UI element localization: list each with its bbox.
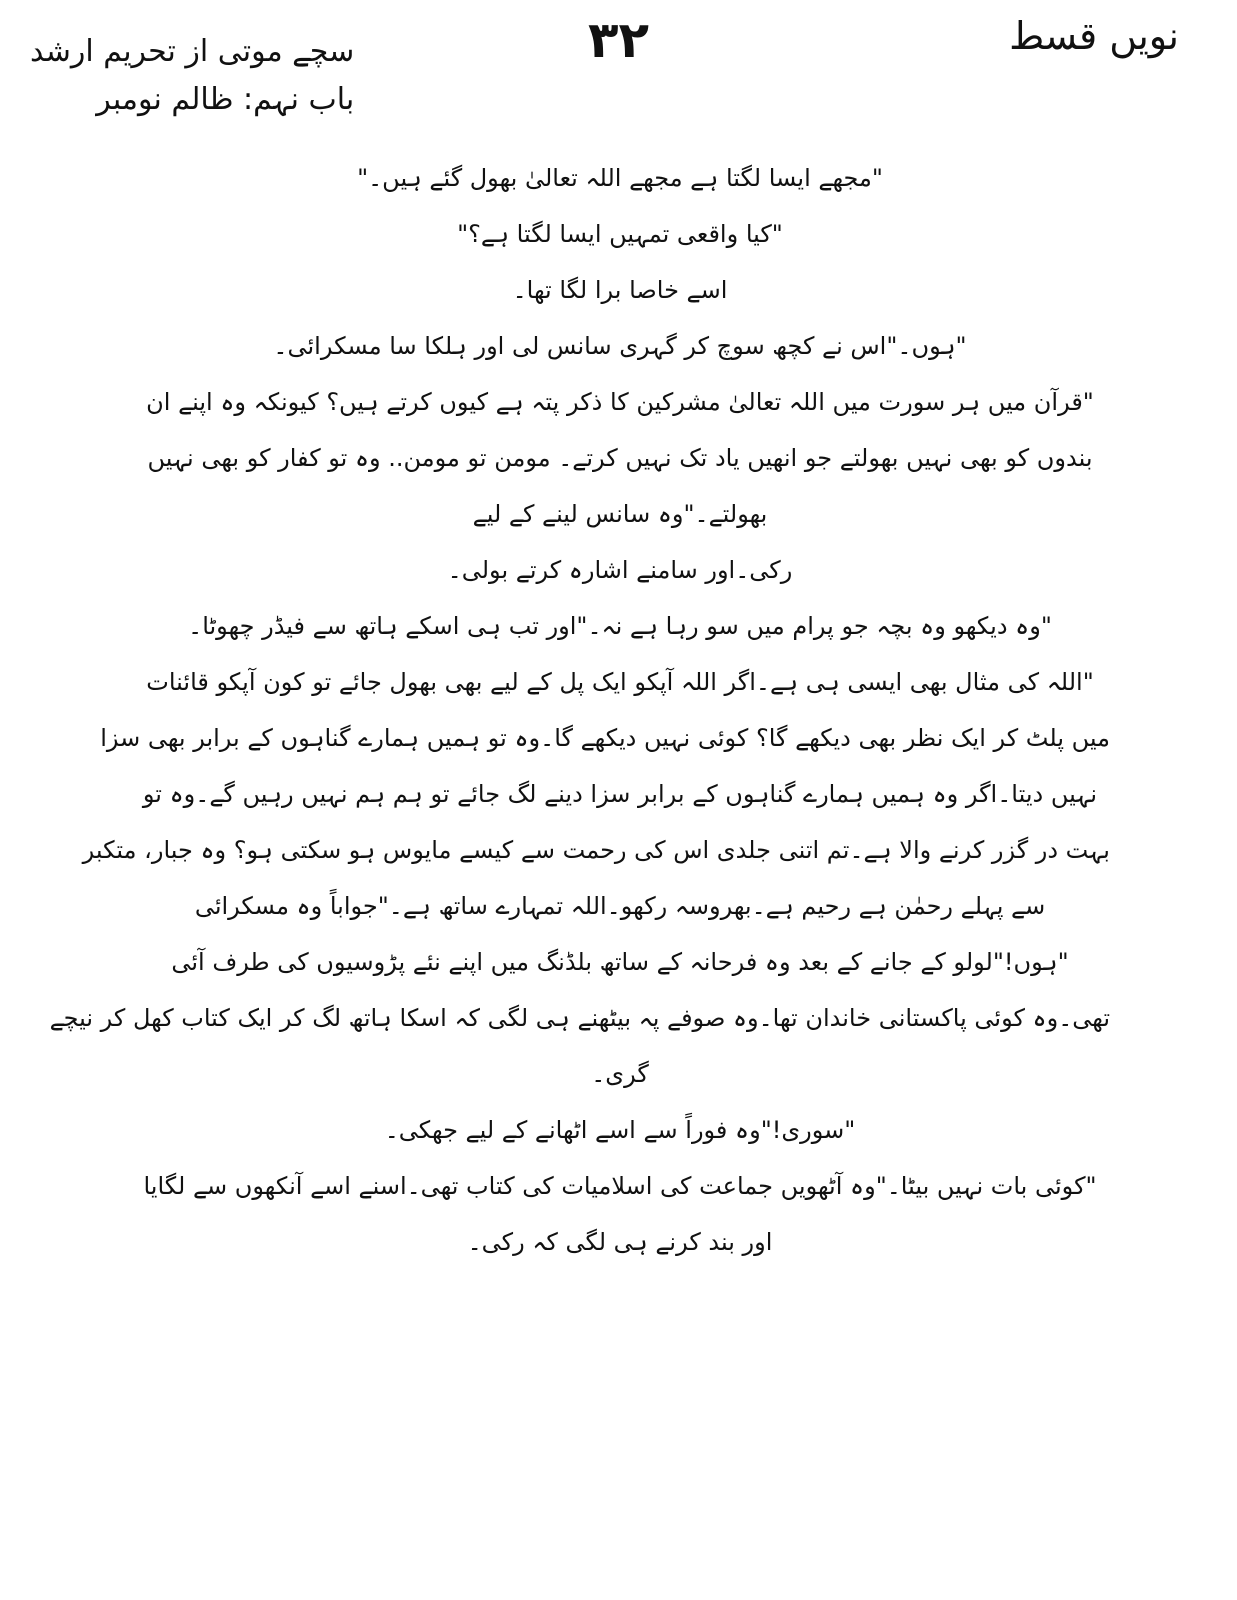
text-line: رکی۔اور سامنے اشارہ کرتے بولی۔ xyxy=(447,556,793,584)
text-line: گری۔ xyxy=(591,1060,649,1088)
text-line: اور بند کرنے ہی لگی کہ رکی۔ xyxy=(467,1228,773,1256)
text-line: "مجھے ایسا لگتا ہے مجھے اللہ تعالیٰ بھول گئے ہیں۔" xyxy=(357,164,883,192)
text-line: اسے خاصا برا لگا تھا۔ xyxy=(512,276,728,304)
text-line: "ہوں۔"اس نے کچھ سوچ کر گہری سانس لی اور ہلکا سا مسکرائی۔ xyxy=(273,332,967,360)
text-line: "ہوں!"لولو کے جانے کے بعد وہ فرحانہ کے ساتھ بلڈنگ میں اپنے نئے پڑوسیوں کی طرف آئی xyxy=(171,948,1069,976)
episode-title: نویں قسط xyxy=(1009,14,1179,58)
text-line: سے پہلے رحمٰن ہے رحیم ہے۔بھروسہ رکھو۔اللہ تمہارے ساتھ ہے۔"جواباً وہ مسکرائی xyxy=(194,892,1046,920)
page-number: ۳۲ xyxy=(587,11,650,69)
text-line: میں پلٹ کر ایک نظر بھی دیکھے گا؟ کوئی نہیں دیکھے گا۔وہ تو ہمیں ہمارے گناہوں کے برابر بھی سزا xyxy=(100,724,1110,752)
text-line: "قرآن میں ہر سورت میں اللہ تعالیٰ مشرکین کا ذکر پتہ ہے کیوں کرتے ہیں؟ کیونکہ وہ اپنے ان xyxy=(146,388,1094,416)
title-block xyxy=(30,28,354,124)
story-text xyxy=(49,150,1110,1270)
text-line: بھولتے۔"وہ سانس لینے کے لیے xyxy=(472,500,768,528)
text-line: "وہ دیکھو وہ بچہ جو پرام میں سو رہا ہے نہ۔"اور تب ہی اسکے ہاتھ سے فیڈر چھوٹا۔ xyxy=(188,612,1052,640)
text-line: بندوں کو بھی نہیں بھولتے جو انھیں یاد تک نہیں کرتے۔ مومن تو مومن.. وہ تو کفار کو بھی نہیں xyxy=(147,444,1093,472)
text-line: "کوئی بات نہیں بیٹا۔"وہ آٹھویں جماعت کی اسلامیات کی کتاب تھی۔اسنے اسے آنکھوں سے لگایا xyxy=(143,1172,1097,1200)
text-line: "کیا واقعی تمہیں ایسا لگتا ہے؟" xyxy=(457,220,783,248)
text-line: بہت در گزر کرنے والا ہے۔تم اتنی جلدی اس کی رحمت سے کیسے مایوس ہو سکتی ہو؟ وہ جبار، متکبر xyxy=(82,836,1110,864)
text-line: "اللہ کی مثال بھی ایسی ہی ہے۔اگر اللہ آپکو ایک پل کے لیے بھی بھول جائے تو کون آپکو قائنات xyxy=(146,668,1094,696)
chapter-title: باب نہم: ظالم نومبر xyxy=(96,82,355,117)
text-line: نہیں دیتا۔اگر وہ ہمیں ہمارے گناہوں کے برابر سزا دینے لگ جائے تو ہم ہم نہیں رہیں گے۔وہ تو xyxy=(142,780,1098,808)
novel-title: سچے موتی از تحریم ارشد xyxy=(30,34,355,69)
text-line: تھی۔وہ کوئی پاکستانی خاندان تھا۔وہ صوفے پہ بیٹھنے ہی لگی کہ اسکا ہاتھ لگ کر ایک کتاب کھل کر نیچے xyxy=(49,1004,1110,1032)
text-line: "سوری!"وہ فوراً سے اسے اٹھانے کے لیے جھکی۔ xyxy=(384,1116,856,1144)
